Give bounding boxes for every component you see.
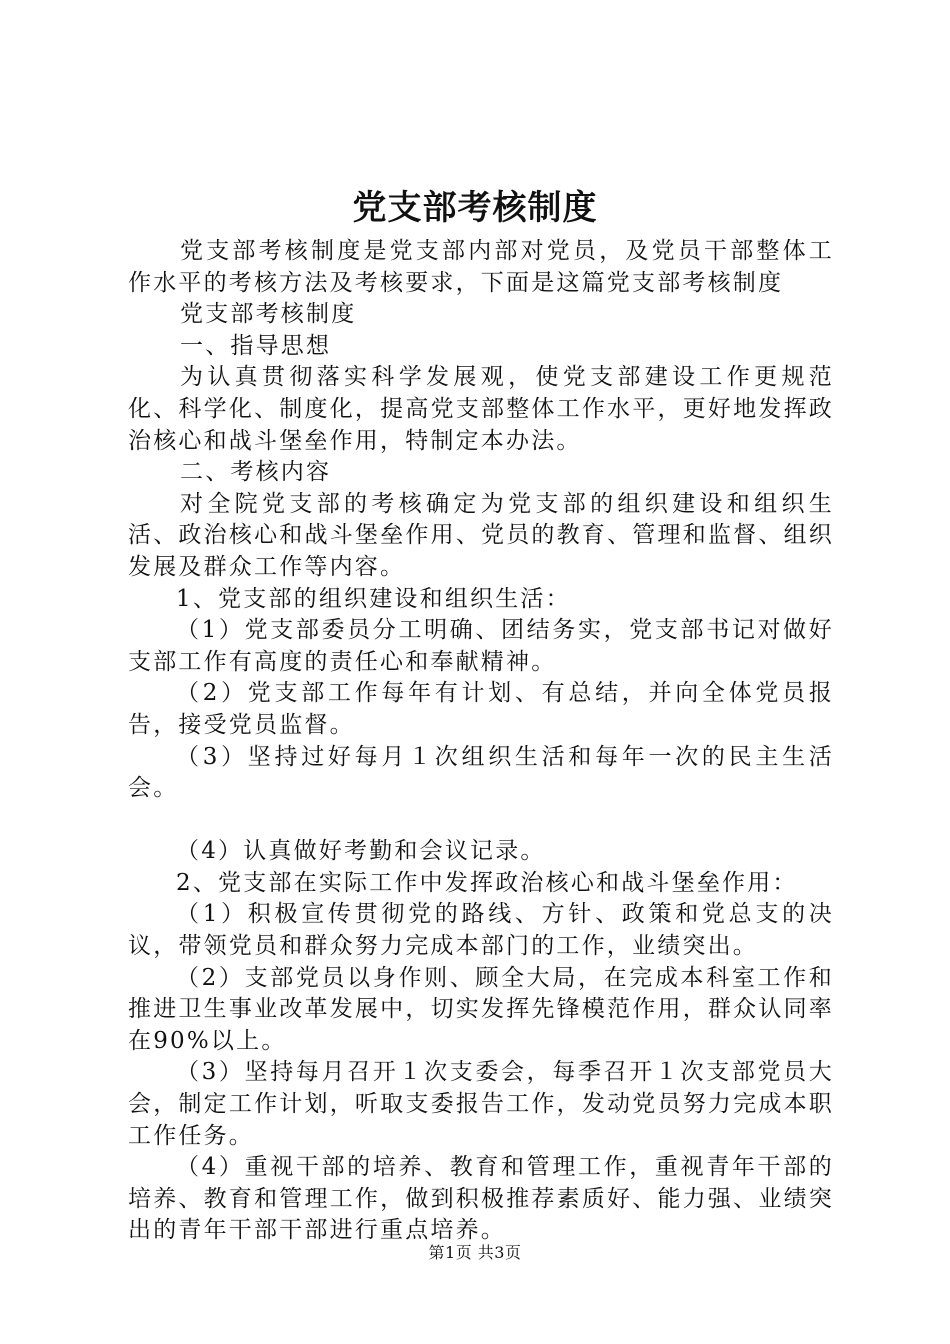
blank-line	[128, 805, 834, 837]
item-1-heading: 1、党支部的组织建设和组织生活：	[176, 585, 571, 612]
intro-paragraph: 党支部考核制度是党支部内部对党员，及党员干部整体工作水平的考核方法及考核要求，下面是这篇党支部考核制度	[128, 238, 834, 296]
section-heading-guiding-thought: 一、指导思想	[180, 332, 332, 359]
item-2-heading: 2、党支部在实际工作中发挥政治核心和战斗堡垒作用：	[176, 869, 798, 896]
assessment-content-paragraph: 对全院党支部的考核确定为党支部的组织建设和组织生活、政治核心和战斗堡垒作用、党员的教育、管理和监督、组织发展及群众工作等内容。	[128, 490, 834, 580]
document-body	[128, 236, 834, 1247]
page-footer: 第1页 共3页	[428, 1243, 522, 1262]
item-2-sub-1: （1）积极宣传贯彻党的路线、方针、政策和党总支的决议，带领党员和群众努力完成本部门的工作，业绩突出。	[128, 901, 834, 960]
document-title: 党支部考核制度	[352, 188, 598, 228]
item-2-sub-2: （2）支部党员以身作则、顾全大局，在完成本科室工作和推进卫生事业改革发展中，切实发挥先锋模范作用，群众认同率在90%以上。	[128, 964, 834, 1054]
item-1-sub-1: （1）党支部委员分工明确、团结务实，党支部书记对做好支部工作有高度的责任心和奉献精神。	[128, 617, 834, 675]
item-2-sub-3: （3）坚持每月召开１次支委会，每季召开１次支部党员大会，制定工作计划，听取支委报告工作，发动党员努力完成本职工作任务。	[128, 1059, 834, 1149]
guiding-thought-paragraph: 为认真贯彻落实科学发展观，使党支部建设工作更规范化、科学化、制度化，提高党支部整体工作水平，更好地发挥政治核心和战斗堡垒作用，特制定本办法。	[128, 364, 834, 454]
item-2-sub-4: （4）重视干部的培养、教育和管理工作，重视青年干部的培养、教育和管理工作，做到积极推荐素质好、能力强、业绩突出的青年干部干部进行重点培养。	[128, 1154, 834, 1244]
subtitle-paragraph: 党支部考核制度	[180, 301, 357, 328]
section-heading-assessment-content: 二、考核内容	[180, 459, 332, 486]
item-1-sub-2: （2）党支部工作每年有计划、有总结，并向全体党员报告，接受党员监督。	[128, 680, 834, 738]
item-1-sub-3: （3）坚持过好每月１次组织生活和每年一次的民主生活会。	[128, 743, 834, 802]
item-1-sub-4: （4）认真做好考勤和会议记录。	[176, 838, 546, 865]
